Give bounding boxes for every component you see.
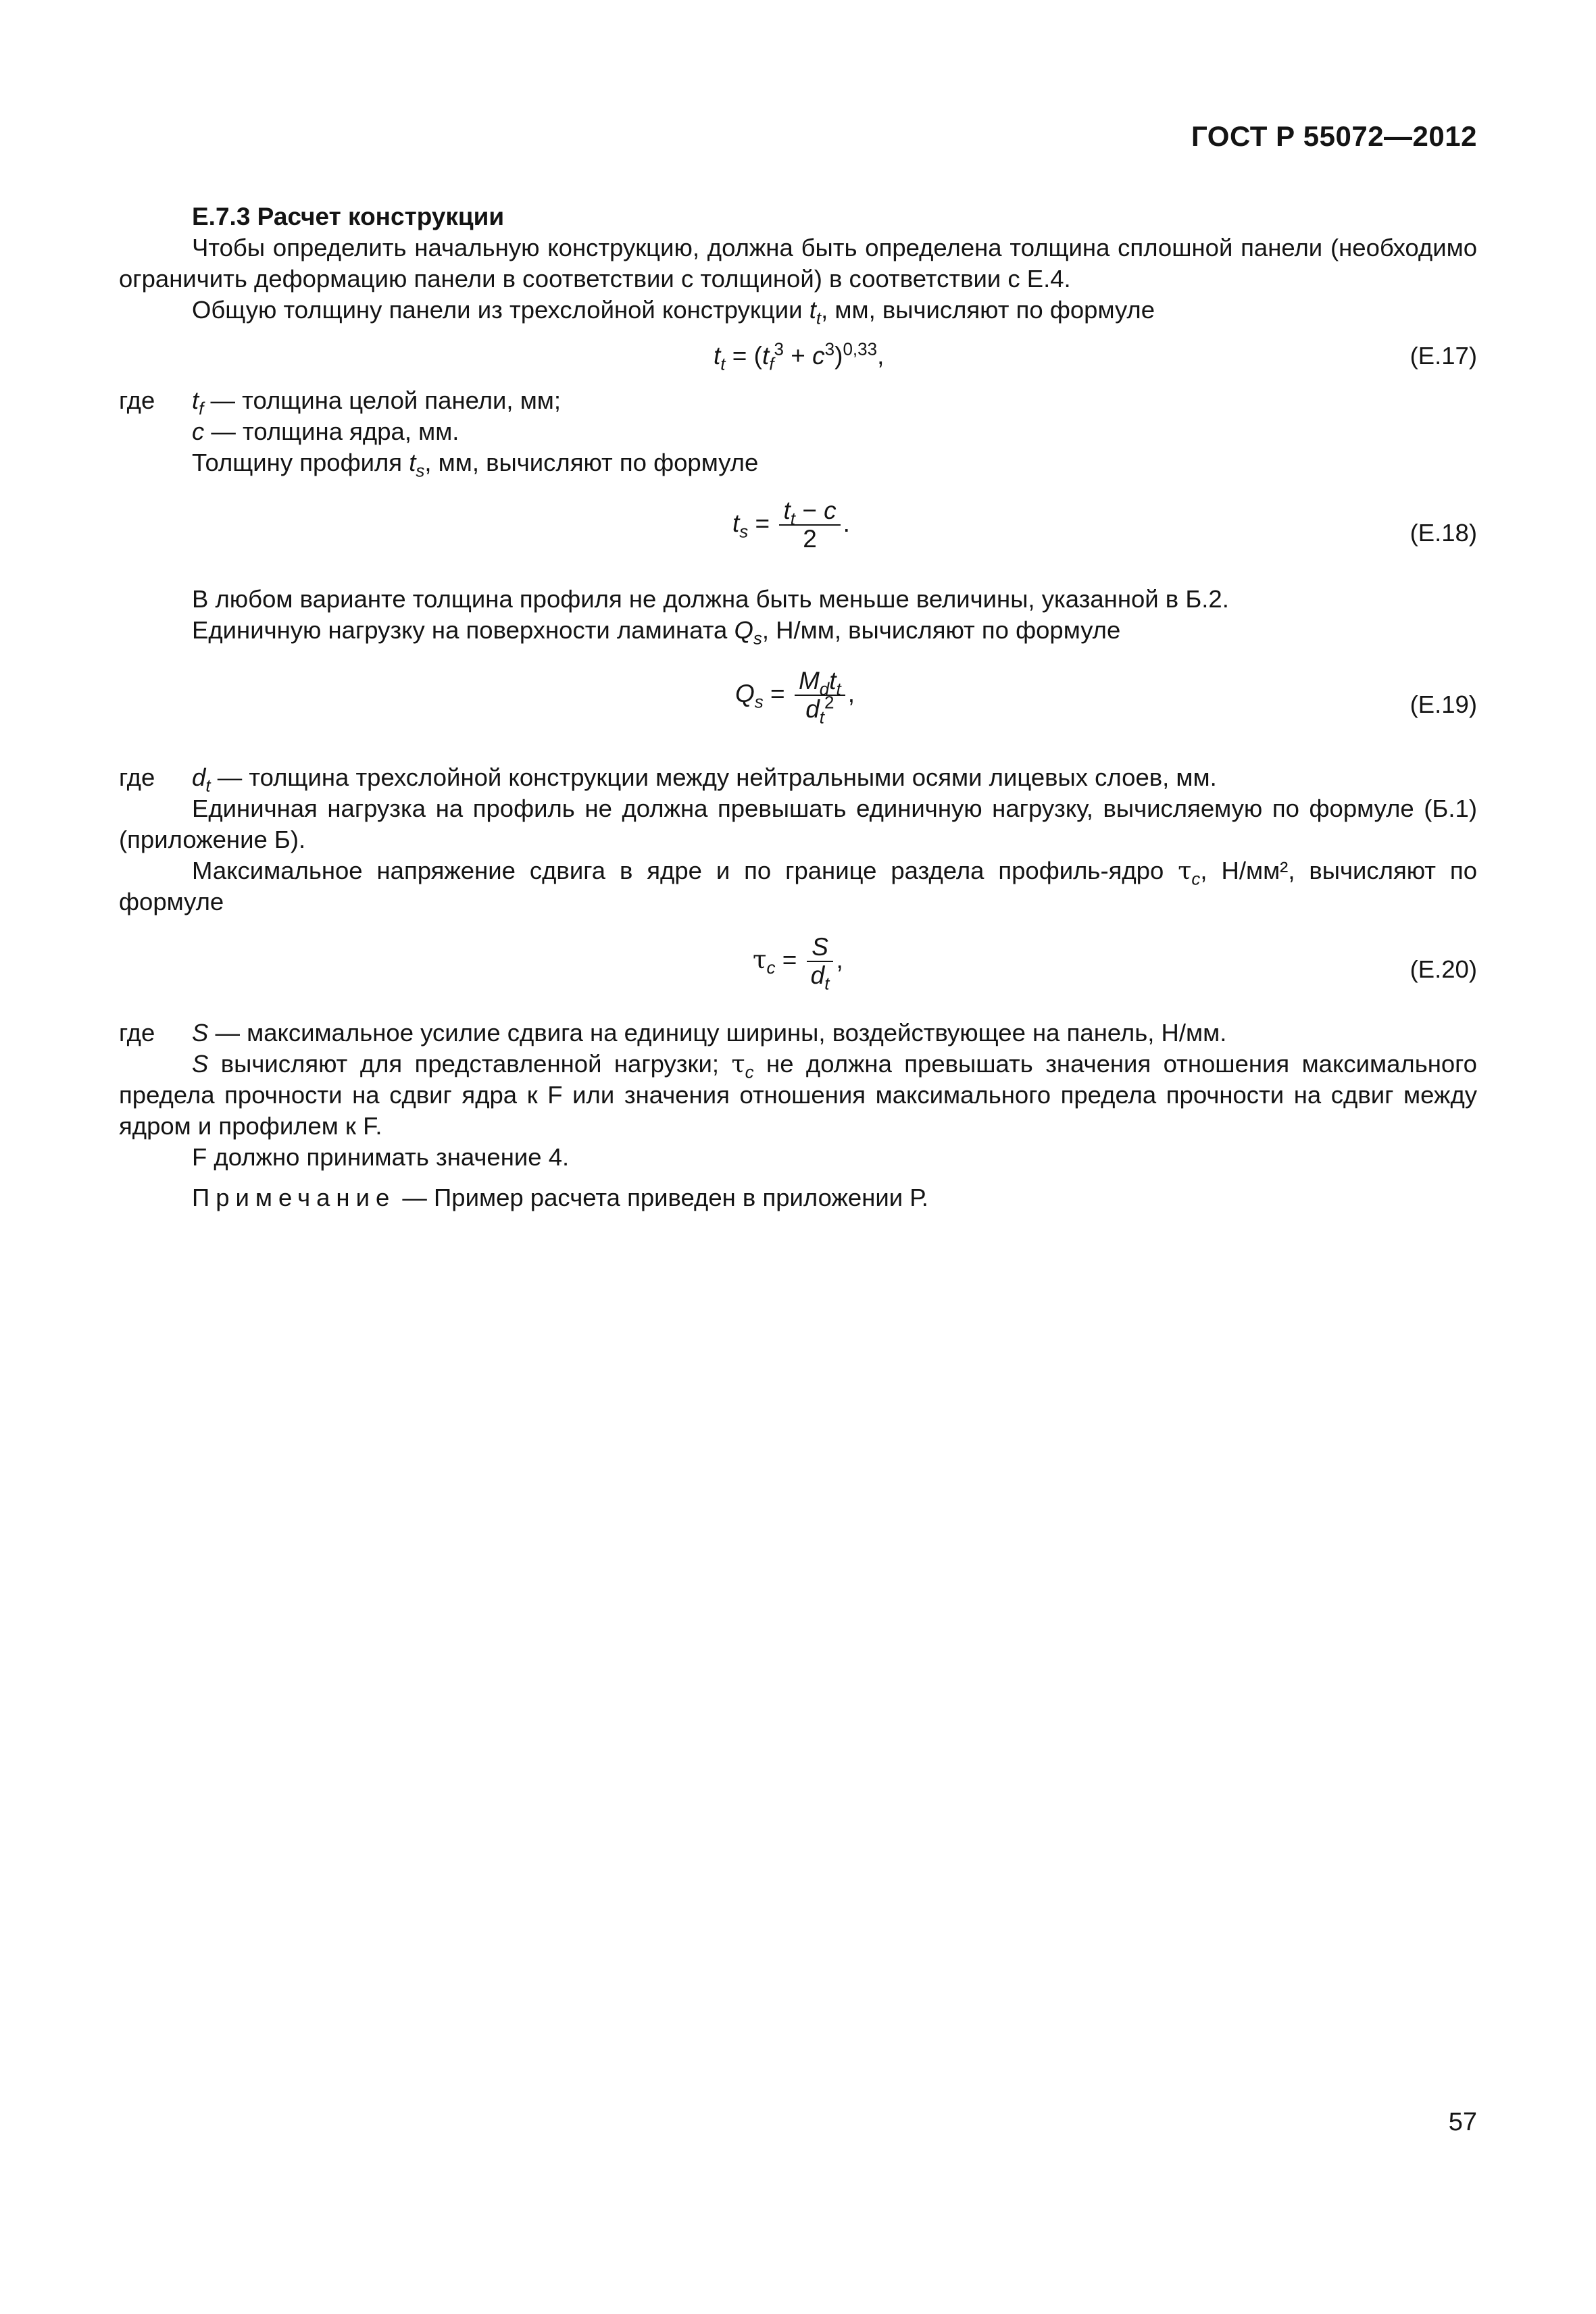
where-label: где: [119, 386, 155, 414]
definition-dt: где $d_t$ — толщина трехслойной конструкции между нейтральными осями лицевых слоев, мм.: [119, 763, 1217, 796]
note: [119, 1182, 1477, 1213]
formula-e19-expression: $Q_s$ = $\frac{M_dt_t}{d_t^2}$ ,: [735, 667, 855, 728]
paragraph-shear-limit: S вычисляют для представленной нагрузки; $\tau_c$ не должна превышать значения отношения максимального предела прочности на сдвиг ядра к F или значения отношения максимального предела прочности на сдвиг между ядром и профилем к F.: [119, 1049, 1477, 1140]
standard-header: ГОСТ Р 55072—2012: [1191, 120, 1477, 152]
formula-e20-number: (Е.20): [1410, 955, 1477, 983]
formula-e19: [119, 646, 1477, 762]
formula-e17: [119, 326, 1477, 385]
formula-e18-expression: $t_s$ = $\frac{t_t - c}{2}$ .: [732, 497, 850, 553]
page-content: [119, 201, 1477, 1213]
note-label: Примечание: [192, 1184, 396, 1211]
formula-e18: [119, 478, 1477, 584]
page-number: 57: [1448, 2108, 1477, 2136]
formula-e18-number: (Е.18): [1410, 519, 1477, 547]
formula-e20-expression: $\tau_c$ = $\frac{S}{d_t}$ ,: [753, 933, 843, 994]
definition-tf: где $t_f$ — толщина целой панели, мм;: [119, 386, 562, 419]
definition-S: где S — максимальное усилие сдвига на единицу ширины, воздействующее на панель, Н/мм.: [119, 1019, 1227, 1047]
paragraph-profile-load-limit: Единичная нагрузка на профиль не должна превышать единичную нагрузку, вычисляемую по формуле (Б.1) (приложение Б).: [119, 795, 1477, 853]
paragraph-factor-F: F должно принимать значение 4.: [192, 1143, 570, 1171]
note-text: — Пример расчета приведен в приложении Р.: [395, 1184, 928, 1211]
paragraph-profile-thickness: Толщину профиля $t_s$, мм, вычисляют по формуле: [192, 449, 759, 481]
paragraph-minimum-thickness: В любом варианте толщина профиля не должна быть меньше величины, указанной в Б.2.: [192, 585, 1229, 613]
formula-e19-number: (Е.19): [1410, 690, 1477, 718]
formula-e20: [119, 917, 1477, 1017]
formula-e17-number: (Е.17): [1410, 342, 1477, 370]
paragraph-total-thickness: Общую толщину панели из трехслойной конструкции $t_t$, мм, вычисляют по формуле: [192, 296, 1155, 328]
section-heading: Е.7.3 Расчет конструкции: [192, 203, 505, 230]
formula-e17-expression: $t_t = (t_f^3 + c^3)^{0,33}$,: [714, 338, 884, 374]
paragraph-initial-design: Чтобы определить начальную конструкцию, должна быть определена толщина сплошной панели (необходимо ограничить деформацию панели в соответствии с толщиной) в соответствии с Е.4.: [119, 234, 1477, 293]
definition-c: c — толщина ядра, мм.: [192, 418, 459, 445]
paragraph-shear-stress: Максимальное напряжение сдвига в ядре и по границе раздела профиль-ядро $\tau_c$, Н/мм², вычисляют по формуле: [119, 856, 1478, 915]
paragraph-unit-load: Единичную нагрузку на поверхности ламината $Q_s$, Н/мм, вычисляют по формуле: [192, 616, 1121, 649]
